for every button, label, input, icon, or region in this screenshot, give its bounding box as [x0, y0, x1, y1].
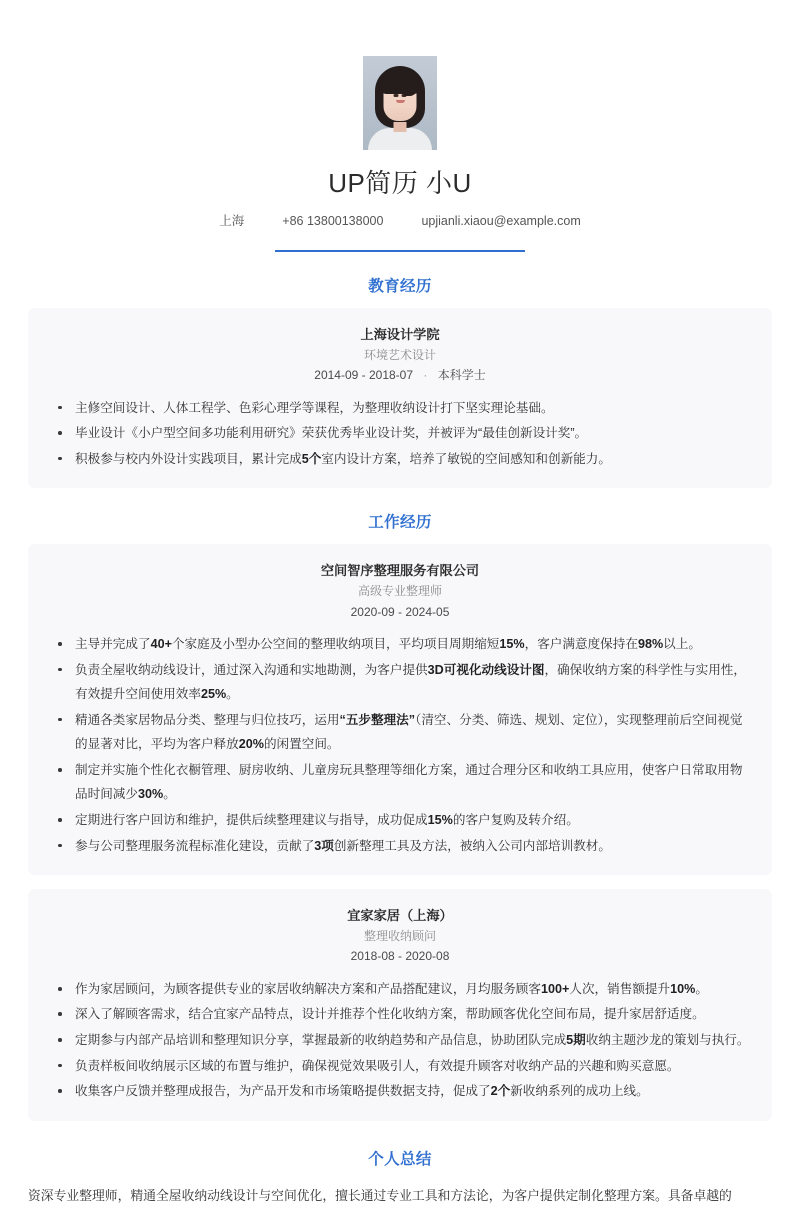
contact-email: upjianli.xiaou@example.com	[421, 213, 581, 228]
section-summary	[0, 1147, 800, 1208]
entry-header	[46, 906, 754, 968]
list-item: 主修空间设计、人体工程学、色彩心理学等课程，为整理收纳设计打下坚实理论基础。	[46, 396, 754, 421]
portrait-hair	[379, 73, 421, 94]
education-meta	[46, 365, 754, 387]
work-bullets	[46, 977, 754, 1104]
section-title-summary: 个人总结	[368, 1150, 432, 1168]
job-title: 整理收纳顾问	[363, 928, 436, 943]
portrait-neck	[394, 122, 407, 132]
education-entry	[28, 308, 772, 488]
work-bullets	[46, 632, 754, 858]
header-divider	[275, 250, 525, 252]
list-item: 毕业设计《小户型空间多功能利用研究》荣获优秀毕业设计奖，并被评为“最佳创新设计奖”。	[46, 421, 754, 446]
list-item: 负责样板间收纳展示区域的布置与维护，确保视觉效果吸引人，有效提升顾客对收纳产品的兴趣和购买意愿。	[46, 1054, 754, 1079]
company-name: 空间智序整理服务有限公司	[320, 563, 480, 579]
company-name: 宜家家居（上海）	[347, 908, 453, 924]
section-work	[0, 510, 800, 1120]
meta-separator: ·	[423, 368, 428, 383]
contact-line	[0, 213, 800, 231]
contact-phone: +86 13800138000	[282, 213, 384, 228]
work-date: 2018-08 - 2020-08	[350, 949, 450, 964]
education-bullets	[46, 396, 754, 472]
resume-header	[0, 0, 800, 252]
portrait-mouth	[396, 100, 405, 103]
education-degree: 本科学士	[437, 368, 486, 383]
list-item: 主导并完成了40+个家庭及小型办公空间的整理收纳项目，平均项目周期缩短15%，客户满意度保持在98%以上。	[46, 632, 754, 657]
list-item: 制定并实施个性化衣橱管理、厨房收纳、儿童房玩具整理等细化方案，通过合理分区和收纳工具应用，使客户日常取用物品时间减少30%。	[46, 758, 754, 807]
contact-location: 上海	[219, 213, 245, 228]
entry-header	[46, 561, 754, 623]
work-entry	[28, 544, 772, 875]
page-title: UP简历 小U	[328, 168, 472, 198]
job-title: 高级专业整理师	[357, 584, 442, 599]
list-item: 负责全屋收纳动线设计，通过深入沟通和实地勘测，为客户提供3D可视化动线设计图，确保收纳方案的科学性与实用性，有效提升空间使用效率25%。	[46, 658, 754, 707]
work-entry	[28, 889, 772, 1121]
list-item: 深入了解顾客需求，结合宜家产品特点，设计并推荐个性化收纳方案，帮助顾客优化空间布局，提升家居舒适度。	[46, 1002, 754, 1027]
avatar	[363, 56, 437, 150]
list-item: 定期参与内部产品培训和整理知识分享，掌握最新的收纳趋势和产品信息，协助团队完成5期收纳主题沙龙的策划与执行。	[46, 1028, 754, 1053]
list-item: 作为家居顾问，为顾客提供专业的家居收纳解决方案和产品搭配建议，月均服务顾客100+人次，销售额提升10%。	[46, 977, 754, 1002]
list-item: 参与公司整理服务流程标准化建设，贡献了3项创新整理工具及方法，被纳入公司内部培训教材。	[46, 834, 754, 859]
school-name: 上海设计学院	[360, 327, 440, 342]
portrait-eye-left	[394, 94, 399, 97]
list-item: 定期进行客户回访和维护，提供后续整理建议与指导，成功促成15%的客户复购及转介绍。	[46, 808, 754, 833]
section-title-education: 教育经历	[368, 278, 432, 295]
list-item: 精通各类家居物品分类、整理与归位技巧，运用“五步整理法”（清空、分类、筛选、规划、定位），实现整理前后空间视觉的显著对比，平均为客户释放20%的闲置空间。	[46, 708, 754, 757]
portrait-photo-icon	[363, 56, 437, 150]
summary-text: 资深专业整理师，精通全屋收纳动线设计与空间优化，擅长通过专业工具和方法论，为客户提供定制化整理方案。具备卓越的	[28, 1187, 732, 1203]
work-date: 2020-09 - 2024-05	[350, 604, 450, 619]
section-title-work: 工作经历	[368, 514, 432, 532]
education-date: 2014-09 - 2018-07	[314, 368, 414, 383]
major-name: 环境艺术设计	[363, 347, 436, 362]
entry-header	[46, 325, 754, 387]
list-item: 积极参与校内外设计实践项目，累计完成5个室内设计方案，培养了敏锐的空间感知和创新能力。	[46, 447, 754, 472]
list-item: 收集客户反馈并整理成报告，为产品开发和市场策略提供数据支持，促成了2个新收纳系列的成功上线。	[46, 1079, 754, 1104]
section-education	[0, 274, 800, 488]
